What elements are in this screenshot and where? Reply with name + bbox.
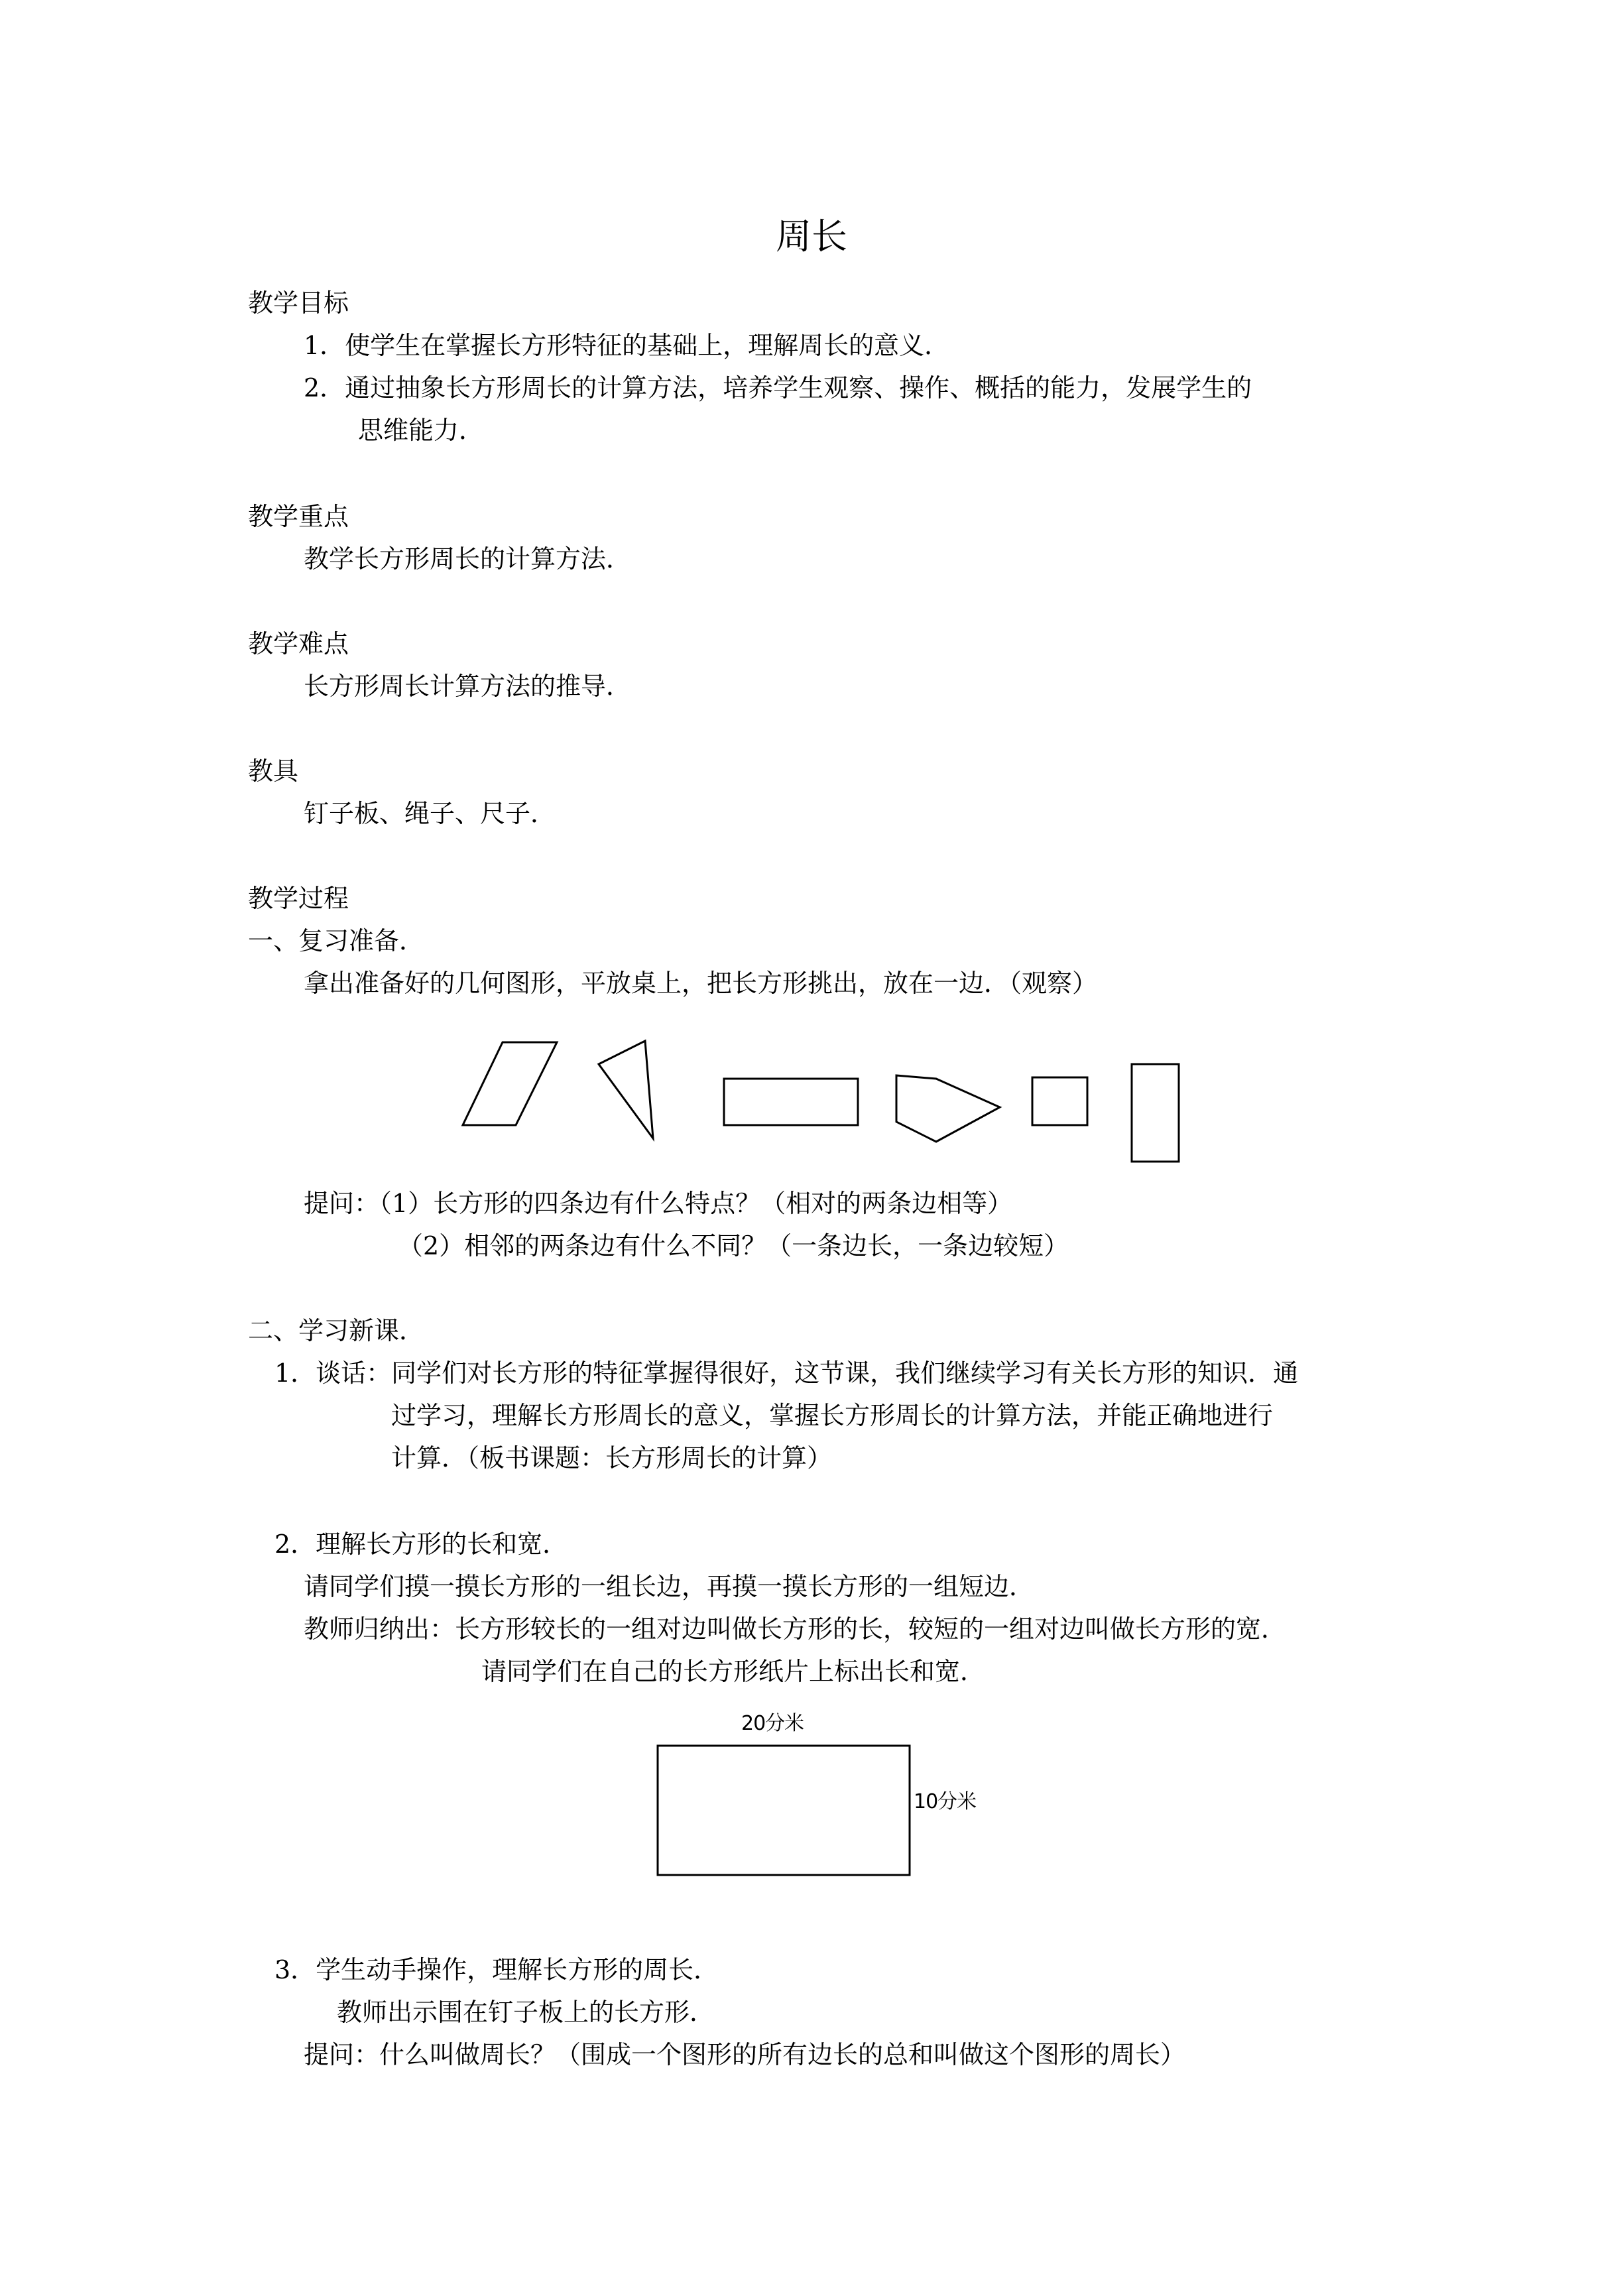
tools-heading: 教具 bbox=[248, 756, 299, 786]
review-question-1: 提问：（1）长方形的四条边有什么特点？（相对的两条边相等） bbox=[304, 1189, 1013, 1218]
objective-item-1: 1．使学生在掌握长方形特征的基础上，理解周长的意义． bbox=[304, 331, 950, 360]
page-title: 周长 bbox=[776, 215, 847, 257]
objective-item-2-line-1: 2．通过抽象长方形周长的计算方法，培养学生观察、操作、概括的能力，发展学生的 bbox=[304, 373, 1252, 402]
labeled-rectangle-shape bbox=[658, 1746, 910, 1875]
step-2-line-1: 请同学们摸一摸长方形的一组长边，再摸一摸长方形的一组短边． bbox=[304, 1572, 1035, 1601]
tools-text: 钉子板、绳子、尺子． bbox=[304, 799, 556, 828]
review-instruction: 拿出准备好的几何图形，平放桌上，把长方形挑出，放在一边．（观察） bbox=[304, 969, 1098, 998]
review-question-2: （2）相邻的两条边有什么不同？（一条边长，一条边较短） bbox=[398, 1231, 1069, 1260]
step-2-line-3: 请同学们在自己的长方形纸片上标出长和宽． bbox=[481, 1657, 986, 1686]
parallelogram-shape bbox=[463, 1042, 557, 1125]
talk-line-1: 1．谈话：同学们对长方形的特征掌握得很好，这节课，我们继续学习有关长方形的知识．通 bbox=[274, 1359, 1299, 1388]
rectangle-length-label: 20分米 bbox=[741, 1712, 804, 1735]
difficulty-heading: 教学难点 bbox=[248, 629, 349, 658]
objective-item-2-line-2: 思维能力． bbox=[358, 416, 485, 445]
square-shape bbox=[1032, 1077, 1087, 1125]
process-heading: 教学过程 bbox=[248, 884, 349, 913]
long-rectangle-shape bbox=[724, 1079, 858, 1125]
key-point-heading: 教学重点 bbox=[248, 502, 349, 531]
talk-line-3: 计算．（板书课题：长方形周长的计算） bbox=[391, 1443, 833, 1473]
talk-line-2: 过学习，理解长方形周长的意义，掌握长方形周长的计算方法，并能正确地进行 bbox=[391, 1401, 1274, 1430]
key-point-text: 教学长方形周长的计算方法． bbox=[304, 544, 632, 574]
triangle-shape bbox=[599, 1041, 653, 1138]
rectangle-width-label: 10分米 bbox=[914, 1790, 977, 1813]
difficulty-text: 长方形周长计算方法的推导． bbox=[304, 672, 632, 701]
step-3-heading: 3．学生动手操作，理解长方形的周长． bbox=[274, 1955, 719, 1984]
step-2-heading: 2．理解长方形的长和宽． bbox=[274, 1530, 568, 1559]
step-2-line-2: 教师归纳出：长方形较长的一组对边叫做长方形的长，较短的一组对边叫做长方形的宽． bbox=[304, 1614, 1287, 1644]
new-lesson-heading: 二、学习新课． bbox=[248, 1316, 425, 1345]
step-3-line-1: 教师出示围在钉子板上的长方形． bbox=[337, 1998, 715, 2027]
step-3-line-2: 提问：什么叫做周长？（围成一个图形的所有边长的总和叫做这个图形的周长） bbox=[304, 2040, 1186, 2069]
quadrilateral-shape bbox=[896, 1075, 1000, 1142]
objectives-heading: 教学目标 bbox=[248, 288, 349, 318]
review-heading: 一、复习准备． bbox=[248, 926, 425, 955]
tall-rectangle-shape bbox=[1132, 1064, 1179, 1162]
